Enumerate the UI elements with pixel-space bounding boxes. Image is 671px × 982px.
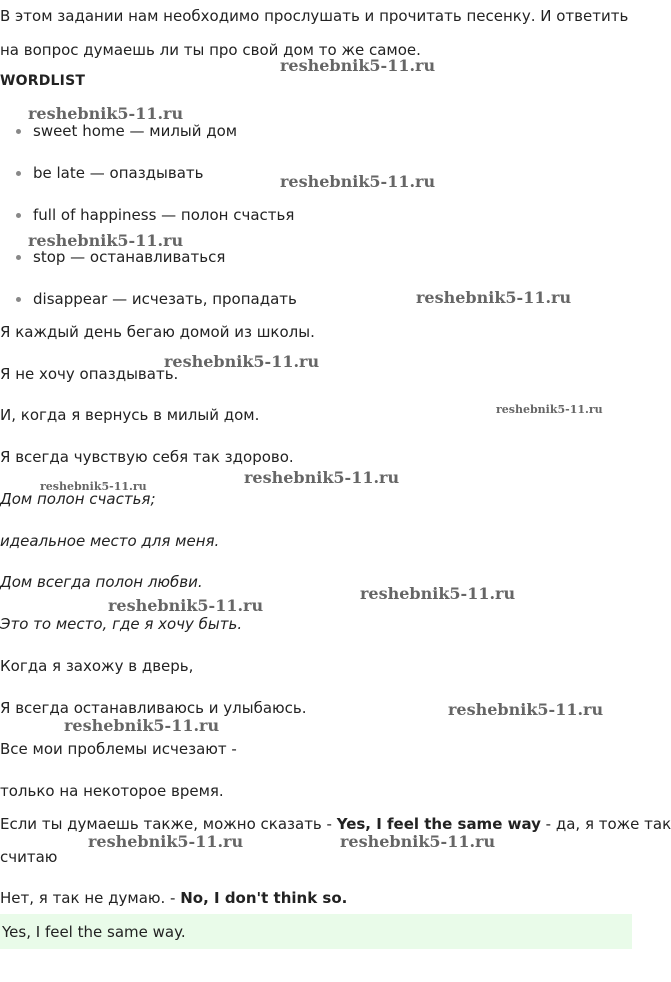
wordlist-title: WORDLIST bbox=[0, 73, 86, 89]
chorus-line: идеальное место для меня. bbox=[0, 532, 220, 550]
explanation-yes-prefix: Если ты думаешь также, можно сказать - bbox=[0, 815, 337, 833]
explanation-no bbox=[0, 889, 347, 907]
song-line: Я всегда останавливаюсь и улыбаюсь. bbox=[0, 699, 307, 717]
watermark: reshebnik5-11.ru bbox=[340, 832, 496, 851]
watermark: reshebnik5-11.ru bbox=[164, 352, 320, 371]
chorus-line: Дом полон счастья; bbox=[0, 490, 156, 508]
watermark: reshebnik5-11.ru bbox=[496, 403, 603, 416]
answer-text: Yes, I feel the same way. bbox=[2, 923, 186, 941]
explanation-yes bbox=[0, 815, 671, 833]
song-line: Когда я захожу в дверь, bbox=[0, 657, 194, 675]
song-line: Я каждый день бегаю домой из школы. bbox=[0, 323, 315, 341]
song-line: Я всегда чувствую себя так здорово. bbox=[0, 448, 294, 466]
song-line: только на некоторое время. bbox=[0, 782, 224, 800]
watermark: reshebnik5-11.ru bbox=[88, 832, 244, 851]
intro-line-2: на вопрос думаешь ли ты про свой дом то же самое. bbox=[0, 41, 421, 59]
watermark: reshebnik5-11.ru bbox=[108, 596, 264, 615]
song-line: И, когда я вернусь в милый дом. bbox=[0, 406, 260, 424]
watermark: reshebnik5-11.ru bbox=[64, 716, 220, 735]
wordlist-item: full of happiness — полон счастья bbox=[33, 206, 295, 224]
explanation-yes-cont: считаю bbox=[0, 848, 58, 866]
watermark: reshebnik5-11.ru bbox=[40, 480, 147, 493]
bullet-icon bbox=[16, 297, 21, 302]
watermark: reshebnik5-11.ru bbox=[280, 172, 436, 191]
intro-line-1: В этом задании нам необходимо прослушать и прочитать песенку. И ответить bbox=[0, 7, 629, 25]
watermark: reshebnik5-11.ru bbox=[448, 700, 604, 719]
explanation-no-phrase: No, I don't think so. bbox=[180, 889, 348, 907]
song-line: Я не хочу опаздывать. bbox=[0, 365, 179, 383]
wordlist-item: stop — останавливаться bbox=[33, 248, 226, 266]
bullet-icon bbox=[16, 213, 21, 218]
wordlist-item: disappear — исчезать, пропадать bbox=[33, 290, 297, 308]
wordlist-item: sweet home — милый дом bbox=[33, 122, 238, 140]
explanation-yes-phrase: Yes, I feel the same way bbox=[336, 815, 541, 833]
wordlist-item: be late — опаздывать bbox=[33, 164, 204, 182]
watermark: reshebnik5-11.ru bbox=[28, 231, 184, 250]
chorus-line: Это то место, где я хочу быть. bbox=[0, 615, 243, 633]
bullet-icon bbox=[16, 255, 21, 260]
watermark: reshebnik5-11.ru bbox=[244, 468, 400, 487]
watermark: reshebnik5-11.ru bbox=[416, 288, 572, 307]
watermark: reshebnik5-11.ru bbox=[360, 584, 516, 603]
explanation-yes-suffix: - да, я тоже так bbox=[540, 815, 671, 833]
answer-box bbox=[0, 914, 632, 949]
song-line: Все мои проблемы исчезают - bbox=[0, 740, 237, 758]
explanation-no-prefix: Нет, я так не думаю. - bbox=[0, 889, 181, 907]
bullet-icon bbox=[16, 171, 21, 176]
bullet-icon bbox=[16, 129, 21, 134]
watermark: reshebnik5-11.ru bbox=[280, 56, 436, 75]
chorus-line: Дом всегда полон любви. bbox=[0, 573, 203, 591]
watermark: reshebnik5-11.ru bbox=[28, 104, 184, 123]
